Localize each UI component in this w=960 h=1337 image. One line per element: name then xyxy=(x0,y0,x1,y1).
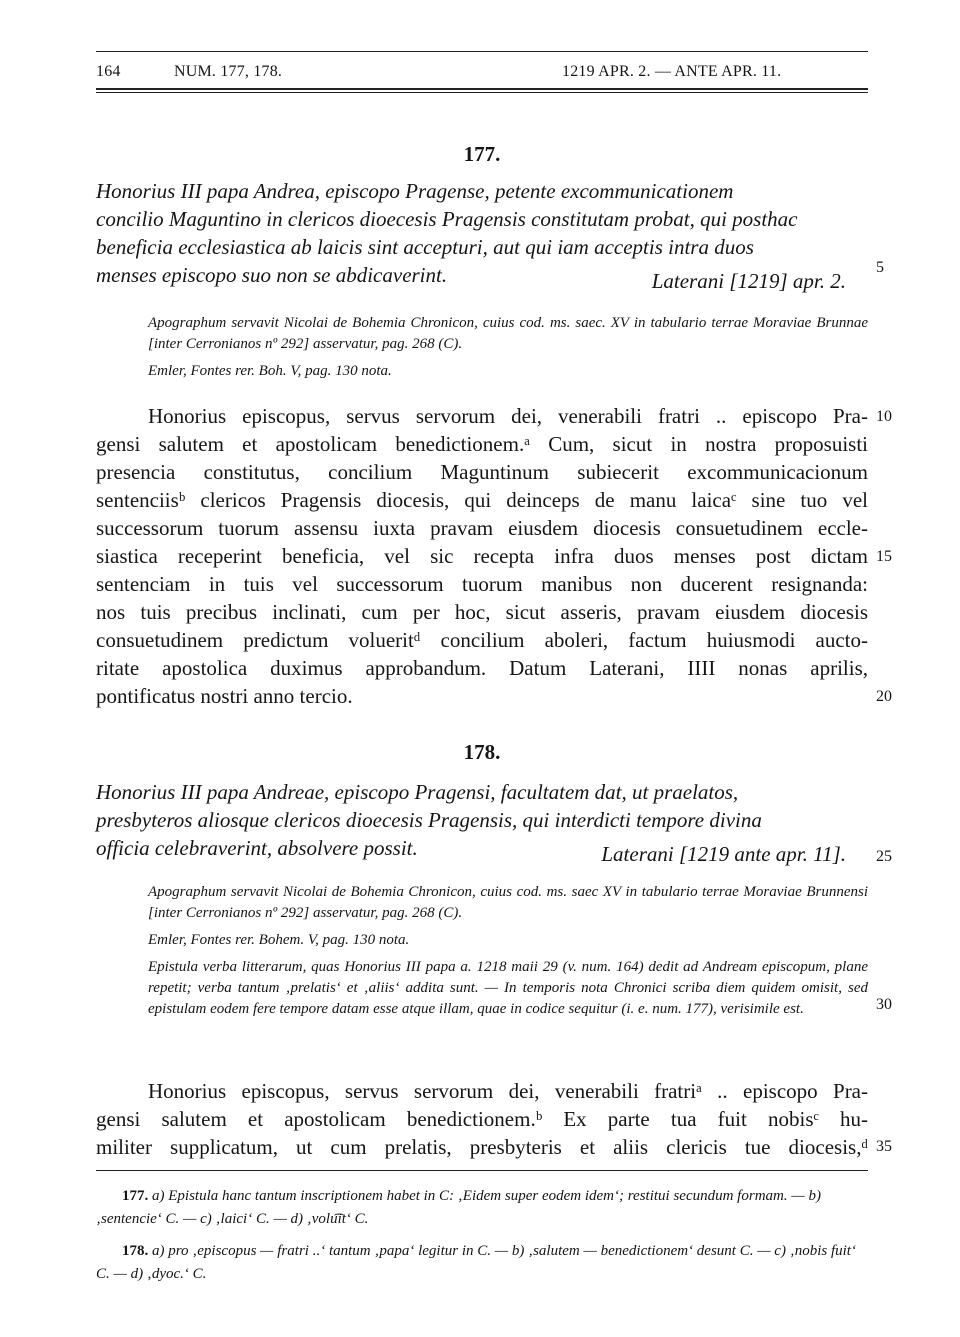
line-number: 5 xyxy=(876,259,884,276)
text-line: gensi salutem et apostolicam benedictionem.ᵇ Ex parte tua fuit nobisᶜ hu- xyxy=(96,1107,868,1131)
line-number: 10 xyxy=(876,408,892,425)
line-number: 25 xyxy=(876,848,892,865)
regest-line: menses episcopo suo non se abdicaverint. xyxy=(96,263,448,287)
doc-177-number: 177. xyxy=(463,142,501,166)
line-number: 30 xyxy=(876,996,892,1013)
text-line: consuetudinem predictum volueritᵈ concilium aboleri, factum huiusmodi aucto- xyxy=(96,628,868,652)
doc-178-notes xyxy=(148,882,868,1026)
header-rule-thin xyxy=(96,92,868,93)
text-line: gensi salutem et apostolicam benedictionem.ᵃ Cum, sicut in nostra proposuisti xyxy=(96,432,868,456)
text-line: Honorius episcopus, servus servorum dei, venerabili fratriᵃ .. episcopo Pra- xyxy=(148,1079,868,1103)
regest-line: Honorius III papa Andrea, episcopo Pragense, petente excommunicationem xyxy=(96,179,734,203)
note-paragraph: Emler, Fontes rer. Boh. V, pag. 130 nota. xyxy=(148,363,392,379)
doc-177-regest xyxy=(96,177,868,293)
header-date-range: 1219 APR. 2. — ANTE APR. 11. xyxy=(562,63,782,80)
text-line: Honorius episcopus, servus servorum dei, venerabili fratri .. episcopo Pra- xyxy=(148,404,868,428)
text-line: presencia constitutus, concilium Maguntinum subiecerit excommunicacionum xyxy=(96,460,868,484)
header-top-rule xyxy=(96,51,868,52)
footnote-text: a) Epistula hanc tantum inscriptionem habet in C: ‚Eidem super eodem idem‘; restitui secundum formam. — b) ‚sentencie‘ C. — c) ‚laici‘ C. — d) ‚volu͡it‘ C. xyxy=(96,1188,821,1227)
doc-177-text xyxy=(96,402,868,710)
line-number: 20 xyxy=(876,688,892,705)
footnote-text: a) pro ‚episcopus — fratri ..‘ tantum ‚papa‘ legitur in C. — b) ‚salutem — benedictionem‘ desunt C. — c) ‚nobis fuit‘ C. — d) ‚dyoc.‘ C. xyxy=(96,1243,856,1282)
footnote-rule xyxy=(96,1170,868,1171)
note-paragraph: Emler, Fontes rer. Bohem. V, pag. 130 nota. xyxy=(148,932,410,948)
line-number: 15 xyxy=(876,548,892,565)
line-number: 35 xyxy=(876,1138,892,1155)
footnote-178 xyxy=(96,1240,868,1286)
text-line: pontificatus nostri anno tercio. xyxy=(96,684,353,708)
regest-line: concilio Maguntino in clericos dioecesis Pragensis constitutam probat, qui posthac xyxy=(96,207,798,231)
doc-178-regest xyxy=(96,778,868,866)
footnote-ref: 177. xyxy=(122,1188,149,1204)
regest-line: beneficia ecclesiastica ab laicis sint accepturi, aut qui iam acceptis intra duos xyxy=(96,235,754,259)
regest-line: presbyteros aliosque clericos dioecesis Pragensis, qui interdicti tempore divina xyxy=(96,808,762,832)
text-line: nos tuis precibus inclinati, cum per hoc, sicut asseris, pravam eiusdem diocesis xyxy=(96,600,868,624)
text-line: siastica receperint beneficia, vel sic recepta infra duos menses post dictam xyxy=(96,544,868,568)
text-line: sentenciam in tuis vel successorum tuorum manibus non ducerent resignanda: xyxy=(96,572,868,596)
footnote-ref: 178. xyxy=(122,1243,149,1259)
regest-line: officia celebraverint, absolvere possit. xyxy=(96,836,418,860)
page-number: 164 xyxy=(96,63,121,80)
doc-178-text xyxy=(96,1077,868,1161)
header-rule-thick xyxy=(96,88,868,90)
doc-177-notes xyxy=(148,313,868,388)
doc-178-number: 178. xyxy=(463,740,501,764)
note-paragraph: Apographum servavit Nicolai de Bohemia Chronicon, cuius cod. ms. saec. XV in tabulario terrae Moraviae Brunnae [inter Cerronianos nº 292] asservatur, pag. 268 (C). xyxy=(148,315,868,352)
doc-177-date-place: Laterani [1219] apr. 2. xyxy=(651,269,846,293)
note-paragraph: Epistula verba litterarum, quas Honorius III papa a. 1218 maii 29 (v. num. 164) dedit ad Andream episcopum, plane repetit; verba tantum ‚prelatis‘ et ‚aliis‘ addita sunt. — In temporis nota Chronici scriba diem quidem omisit, sed epistulam eodem fere tempore datam esse atque illam, quae in codice sequitur (i. e. num. 177), verisimile est. xyxy=(148,959,868,1017)
footnote-177 xyxy=(96,1185,868,1231)
text-line: ritate apostolica duximus approbandum. Datum Laterani, IIII nonas aprilis, xyxy=(96,656,868,680)
text-line: sentenciisᵇ clericos Pragensis diocesis, qui deinceps de manu laicaᶜ sine tuo vel xyxy=(96,488,868,512)
note-paragraph: Apographum servavit Nicolai de Bohemia Chronicon, cuius cod. ms. saec XV in tabulario terrae Moraviae Brunnensi [inter Cerronianos nº 292] asservatur, pag. 268 (C). xyxy=(148,884,868,921)
text-line: successorum tuorum assensu iuxta pravam eiusdem diocesis consuetudinem eccle- xyxy=(96,516,868,540)
doc-178-date-place: Laterani [1219 ante apr. 11]. xyxy=(601,842,846,866)
text-line: militer supplicatum, ut cum prelatis, presbyteris et aliis clericis tue diocesis,ᵈ xyxy=(96,1135,868,1159)
regest-line: Honorius III papa Andreae, episcopo Pragensi, facultatem dat, ut praelatos, xyxy=(96,780,739,804)
header-doc-numbers: NUM. 177, 178. xyxy=(174,63,283,80)
